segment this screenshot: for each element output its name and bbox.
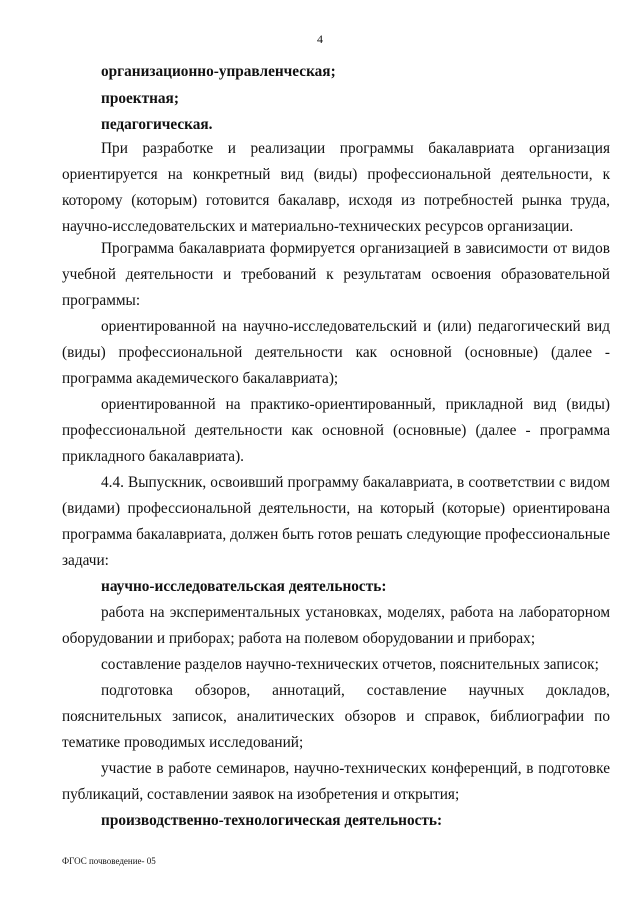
heading-research-activity: научно-исследовательская деятельность: — [101, 578, 387, 595]
paragraph-experimental-work: работа на экспериментальных установках, моделях, работа на лабораторном оборудовании и приборах; работа на полевом оборудовании и приборах; — [62, 604, 610, 647]
paragraph-academic-bachelor: ориентированной на научно-исследовательский и (или) педагогический вид (виды) профессиональной деятельности как основной (основные) (далее - программа академического бакалавриата); — [62, 318, 610, 387]
paragraph-graduate-tasks: 4.4. Выпускник, освоивший программу бакалавриата, в соответствии с видом (видами) профессиональной деятельности, на который (которые) ориентирована программа бакалавриата, должен быть готов решать следующие профессиональные задачи: — [62, 474, 610, 569]
paragraph-activity-orientation: При разработке и реализации программы бакалавриата организация ориентируется на конкретный вид (виды) профессиональной деятельности, к которому (которым) готовится бакалавр, исходя из потребностей рынка труда, научно-исследовательских и материально-технических ресурсов организации. — [62, 140, 610, 235]
footer-note: ФГОС почвоведение- 05 — [62, 856, 156, 866]
heading-production-technological: производственно-технологическая деятельность: — [101, 812, 443, 829]
heading-pedagogical: педагогическая. — [101, 116, 213, 133]
heading-org-management: организационно-управленческая; — [101, 63, 336, 80]
paragraph-applied-bachelor: ориентированной на практико-ориентированный, прикладной вид (виды) профессиональной деятельности как основной (основные) (далее - программа прикладного бакалавриата). — [62, 396, 610, 465]
paragraph-program-formation: Программа бакалавриата формируется организацией в зависимости от видов учебной деятельности и требований к результатам освоения образовательной программы: — [62, 240, 610, 309]
paragraph-reviews-preparation: подготовка обзоров, аннотаций, составление научных докладов, пояснительных записок, аналитических обзоров и справок, библиографии по тематике проводимых исследований; — [62, 682, 610, 751]
heading-project: проектная; — [101, 90, 179, 107]
paragraph-report-sections: составление разделов научно-технических отчетов, пояснительных записок; — [101, 656, 599, 673]
page-number: 4 — [317, 32, 323, 46]
paragraph-seminar-participation: участие в работе семинаров, научно-технических конференций, в подготовке публикаций, составлении заявок на изобретения и открытия; — [62, 760, 610, 803]
